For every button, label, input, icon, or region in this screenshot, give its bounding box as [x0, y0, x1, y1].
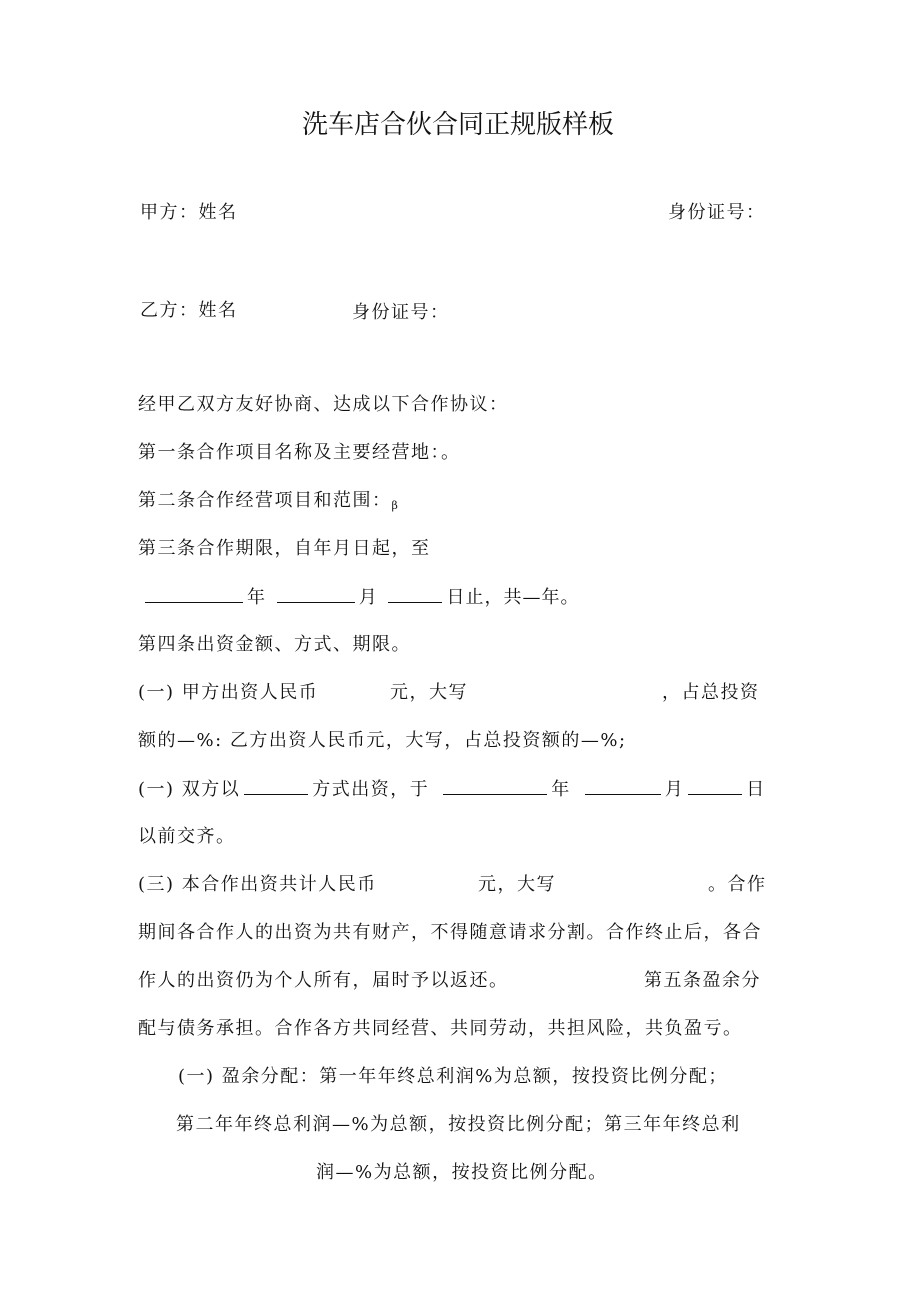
art4-p2-b: 方式出资，于: [312, 779, 430, 800]
art4-p1-line2: 额的—%: 乙方出资人民币元，大写，占总投资额的—%;: [138, 730, 627, 751]
art4-p3-b: 元，大写: [478, 874, 556, 895]
article-3-line-1: 第三条合作期限，自年月日起，至: [138, 538, 431, 559]
art4-p1-c: ，占总投资: [662, 682, 760, 703]
article-2-mark: β: [391, 499, 400, 512]
year-label: 年: [247, 587, 266, 608]
blank-end-year[interactable]: [145, 586, 243, 603]
profit-line-3: 润—%为总额，按投资比例分配。: [316, 1162, 608, 1183]
art4-p2-month: 月: [664, 779, 685, 800]
profit-line-1: (一) 盈余分配：第一年年终总利润%为总额，按投资比例分配；: [178, 1066, 728, 1087]
blank-end-day[interactable]: [388, 586, 442, 603]
art4-p1-a: (一) 甲方出资人民币: [138, 682, 319, 703]
art4-p2-a: (一) 双方以: [138, 779, 241, 800]
intro-paragraph: 经甲乙双方友好协商、达成以下合作协议：: [138, 394, 509, 415]
art4-p2-year: 年: [551, 779, 571, 800]
art4-p2-line2: 以前交齐。: [138, 826, 236, 847]
document-title: 洗车店合伙合同正规版样板: [302, 110, 615, 140]
article-4-heading: 第四条出资金额、方式、期限。: [138, 634, 411, 655]
article-5-line2: 配与债务承担。合作各方共同经营、共同劳动，共担风险，共负盈亏。: [138, 1018, 743, 1039]
blank-pay-year[interactable]: [443, 778, 547, 795]
article-2-text: 第二条合作经营项目和范围：: [138, 490, 392, 511]
art4-p3-line3: 作人的出资仍为个人所有，届时予以返还。: [138, 970, 509, 991]
article-1: 第一条合作项目名称及主要经营地：。: [138, 442, 461, 463]
party-b-id-label: 身份证号：: [352, 302, 450, 323]
art4-p3-line2: 期间各合作人的出资为共有财产，不得随意请求分割。合作终止后，各合: [138, 922, 762, 943]
art4-p3-c: 。合作: [708, 874, 767, 895]
blank-method[interactable]: [244, 778, 308, 795]
party-a-name-label: 甲方：姓名: [140, 202, 238, 223]
party-a-id-label: 身份证号：: [668, 202, 766, 223]
article-2: [138, 490, 399, 517]
blank-pay-month[interactable]: [585, 778, 661, 795]
profit-line-2: 第二年年终总利润—%为总额，按投资比例分配；第三年年终总利: [176, 1114, 741, 1135]
month-label: 月: [358, 587, 378, 608]
article-3-line-2: [145, 586, 579, 609]
art4-p3-a: (三) 本合作出资共计人民币: [138, 874, 377, 895]
blank-pay-day[interactable]: [688, 778, 742, 795]
art4-p2-day: 日: [746, 779, 766, 800]
art4-p1-b: 元，大写: [390, 682, 468, 703]
party-b-name-label: 乙方：姓名: [140, 300, 238, 321]
article-5-heading: 第五条盈余分: [644, 970, 761, 991]
term-end-text: 日止，共—年。: [446, 587, 580, 608]
art4-p2-line1: [138, 778, 766, 801]
blank-end-month[interactable]: [277, 586, 355, 603]
